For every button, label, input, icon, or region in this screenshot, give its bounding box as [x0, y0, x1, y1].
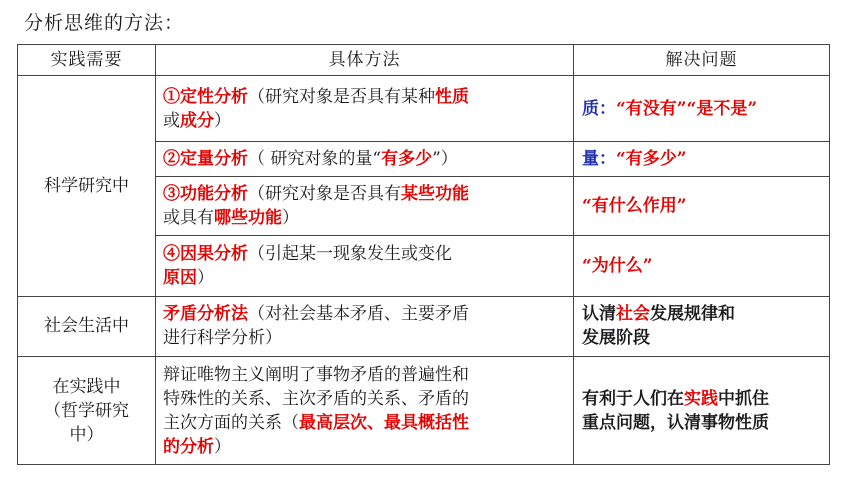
practice-need-cell: [18, 76, 156, 297]
table-body: [18, 76, 830, 465]
method-line: [163, 302, 569, 326]
method-segment: 辩证唯物主义阐明了事物矛盾的普遍性和: [163, 364, 469, 385]
solution-cell: [574, 142, 830, 176]
solution-segment: 实践: [684, 388, 718, 409]
solution-segment: 有利于人们在: [582, 388, 684, 409]
practice-need-line: 科学研究中: [44, 175, 129, 196]
method-segment: 的分析: [163, 436, 214, 457]
solution-segment: “有多少”: [616, 148, 687, 169]
method-cell: [156, 357, 574, 465]
solution-line: [582, 387, 825, 411]
method-segment: 某些功能: [401, 183, 469, 204]
table-row: [18, 76, 830, 142]
method-line: [163, 326, 569, 350]
solution-segment: 发展阶段: [582, 328, 650, 349]
analysis-methods-table: [17, 44, 830, 465]
solution-cell: [574, 76, 830, 142]
method-line: [163, 363, 569, 387]
method-segment: ）: [214, 110, 231, 131]
method-segment: 性质: [435, 86, 469, 107]
method-line: [163, 147, 569, 171]
solution-segment: 社会: [616, 304, 650, 325]
method-segment: 有多少: [381, 148, 433, 169]
method-segment: ）: [282, 207, 299, 228]
method-line: [163, 85, 569, 109]
method-cell: [156, 142, 574, 176]
solution-cell: [574, 235, 830, 296]
header-practice-need: 实践需要: [18, 45, 156, 76]
method-cell: [156, 235, 574, 296]
method-line: [163, 182, 569, 206]
solution-line: [582, 254, 825, 278]
solution-cell: [574, 176, 830, 235]
table-row: [18, 357, 830, 465]
solution-cell: [574, 296, 830, 356]
practice-need-cell: [18, 357, 156, 465]
method-segment: （对社会基本矛盾、主要矛盾: [248, 304, 469, 325]
solution-line: [582, 326, 825, 350]
table-row: [18, 296, 830, 356]
solution-line: [582, 411, 825, 435]
method-segment: 或: [163, 110, 180, 131]
solution-segment: “为什么”: [582, 255, 653, 276]
method-line: [163, 387, 569, 411]
method-segment: ”）: [432, 148, 458, 169]
method-segment: 或具有: [163, 207, 214, 228]
method-segment: （引起某一现象发生或变化: [248, 243, 452, 264]
solution-line: [582, 147, 825, 171]
method-segment: 进行科学分析）: [163, 328, 282, 349]
method-segment: ①定性分析: [163, 86, 248, 107]
page-heading: 分析思维的方法：: [24, 12, 185, 34]
method-segment: 主次方面的关系（: [163, 412, 299, 433]
solution-line: [582, 194, 825, 218]
header-problem-solved: 解决问题: [574, 45, 830, 76]
header-row: [18, 45, 830, 76]
method-segment: ②定量分析: [163, 148, 248, 169]
solution-segment: 重点问题，认清事物性质: [582, 412, 769, 433]
method-segment: 最高层次、最具概括性: [299, 412, 469, 433]
method-cell: [156, 296, 574, 356]
method-segment: （研究对象是否具有某种: [248, 86, 435, 107]
method-line: [163, 266, 569, 290]
method-cell: [156, 76, 574, 142]
method-cell: [156, 176, 574, 235]
solution-segment: 认清: [582, 304, 616, 325]
practice-need-line: 社会生活中: [44, 316, 129, 337]
practice-need-cell: [18, 296, 156, 356]
method-segment: ④因果分析: [163, 243, 248, 264]
solution-segment: 质：: [582, 98, 616, 119]
method-segment: （研究对象是否具有: [248, 183, 401, 204]
header-specific-method: 具体方法: [156, 45, 574, 76]
method-line: [163, 206, 569, 230]
method-line: [163, 435, 569, 459]
method-line: [163, 411, 569, 435]
solution-segment: “有没有”“是不是”: [616, 98, 758, 119]
solution-line: [582, 97, 825, 121]
solution-segment: “有什么作用”: [582, 195, 687, 216]
solution-cell: [574, 357, 830, 465]
method-segment: 成分: [180, 110, 214, 131]
practice-need-line: （哲学研究: [44, 400, 129, 421]
method-segment: ）: [214, 436, 231, 457]
method-segment: （ 研究对象的量“: [248, 148, 382, 169]
method-segment: 特殊性的关系、主次矛盾的关系、矛盾的: [163, 388, 469, 409]
solution-line: [582, 302, 825, 326]
method-segment: 原因: [163, 267, 197, 288]
method-segment: 哪些功能: [214, 207, 282, 228]
practice-need-line: 在实践中: [52, 376, 121, 397]
method-line: [163, 242, 569, 266]
method-segment: ）: [197, 267, 214, 288]
solution-segment: 中抓住: [718, 388, 769, 409]
practice-need-line: 中）: [69, 424, 104, 445]
solution-segment: 量：: [582, 148, 616, 169]
method-segment: ③功能分析: [163, 183, 248, 204]
method-segment: 矛盾分析法: [163, 304, 248, 325]
method-line: [163, 109, 569, 133]
solution-segment: 发展规律和: [650, 304, 735, 325]
